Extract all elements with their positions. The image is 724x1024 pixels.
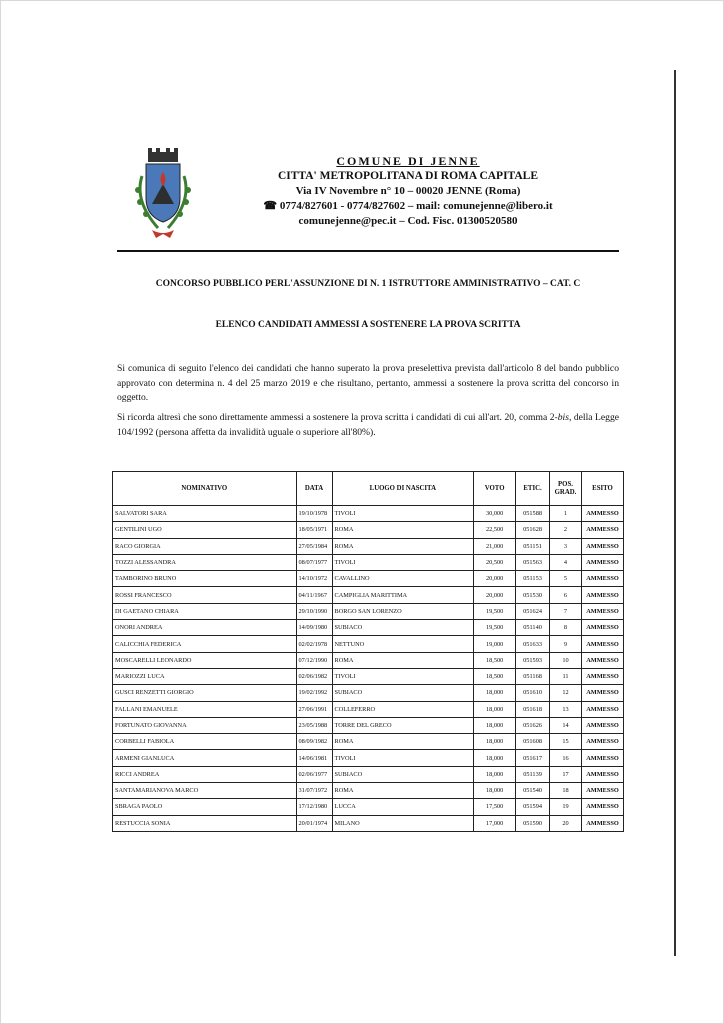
cell-data: 14/10/1972 [296,571,332,587]
table-row [113,799,624,815]
cell-pos: 7 [550,603,582,619]
cell-luogo: ROMA [332,783,474,799]
cell-nominativo: DI GAETANO CHIARA [113,603,297,619]
telephone-icon: ☎ [263,200,280,212]
cell-etic: 051588 [516,506,550,522]
cell-esito: AMMESSO [581,571,623,587]
page-edge-shadow [674,70,676,956]
cell-data: 02/06/1982 [296,668,332,684]
cell-pos: 6 [550,587,582,603]
header-luogo: LUOGO DI NASCITA [332,472,474,506]
header-divider [117,250,619,252]
cell-data: 04/11/1967 [296,587,332,603]
header-etic: ETIC. [516,472,550,506]
cell-voto: 18,500 [474,668,516,684]
cell-pos: 12 [550,685,582,701]
cell-esito: AMMESSO [581,701,623,717]
cell-voto: 20,000 [474,587,516,603]
cell-luogo: ROMA [332,522,474,538]
cell-data: 02/02/1978 [296,636,332,652]
cell-nominativo: MOSCARELLI LEONARDO [113,652,297,668]
cell-voto: 30,000 [474,506,516,522]
cell-etic: 051563 [516,554,550,570]
table-row [113,668,624,684]
cell-voto: 19,500 [474,620,516,636]
cell-esito: AMMESSO [581,652,623,668]
table-row [113,685,624,701]
cell-etic: 051151 [516,538,550,554]
cell-etic: 051626 [516,717,550,733]
cell-nominativo: ONORI ANDREA [113,620,297,636]
cell-luogo: TIVOLI [332,668,474,684]
table-row [113,603,624,619]
cell-data: 07/12/1990 [296,652,332,668]
cell-nominativo: SALVATORI SARA [113,506,297,522]
cell-data: 19/02/1992 [296,685,332,701]
cell-etic: 051168 [516,668,550,684]
citta-metropolitana: CITTA' METROPOLITANA DI ROMA CAPITALE [277,170,539,182]
cell-voto: 17,500 [474,799,516,815]
comune-name: COMUNE DI JENNE [336,154,480,168]
paragraph-intro: Si comunica di seguito l'elenco dei candidati che hanno superato la prova preselettiva prevista dall'articolo 8 del bando pubblico approvato con determina n. 4 del 25 marzo 2019 e che risultano, pertanto, ammessi a sostenere la prova scritta del concorso in oggetto. [117,363,619,403]
cell-luogo: TIVOLI [332,506,474,522]
cell-nominativo: RICCI ANDREA [113,766,297,782]
cell-luogo: TIVOLI [332,554,474,570]
elenco-title: ELENCO CANDIDATI AMMESSI A SOSTENERE LA PROVA SCRITTA [215,320,521,330]
cell-voto: 18,000 [474,685,516,701]
cell-pos: 8 [550,620,582,636]
cell-esito: AMMESSO [581,668,623,684]
cell-data: 18/05/1971 [296,522,332,538]
cell-esito: AMMESSO [581,783,623,799]
paragraph-note [117,411,619,440]
cell-pos: 10 [550,652,582,668]
header-nominativo: NOMINATIVO [113,472,297,506]
cell-etic: 051540 [516,783,550,799]
header-pos: POS. GRAD. [550,472,582,506]
cell-etic: 051617 [516,750,550,766]
cell-luogo: NETTUNO [332,636,474,652]
cell-etic: 051153 [516,571,550,587]
table-row [113,587,624,603]
cell-pos: 11 [550,668,582,684]
concorso-title: CONCORSO PUBBLICO PERL'ASSUNZIONE DI N. 1 ISTRUTTORE AMMINISTRATIVO – CAT. C [155,279,581,289]
cell-nominativo: ROSSI FRANCESCO [113,587,297,603]
table-body [113,506,624,832]
cell-nominativo: MARIOZZI LUCA [113,668,297,684]
cell-nominativo: RESTUCCIA SONIA [113,815,297,831]
cell-esito: AMMESSO [581,717,623,733]
cell-pos: 1 [550,506,582,522]
cell-luogo: SUBIACO [332,620,474,636]
cell-voto: 18,000 [474,701,516,717]
cell-pos: 2 [550,522,582,538]
cell-pos: 19 [550,799,582,815]
cell-voto: 19,000 [474,636,516,652]
paragraph-note-b: , della Legge 104/1992 (persona affetta da invalidità uguale o superiore all'80%). [117,412,619,438]
cell-esito: AMMESSO [581,538,623,554]
cell-esito: AMMESSO [581,506,623,522]
header-voto: VOTO [474,472,516,506]
table-header-row [113,472,624,506]
cell-etic: 051624 [516,603,550,619]
table-row [113,506,624,522]
cell-voto: 18,000 [474,734,516,750]
paragraph-note-a: Si ricorda altresì che sono direttamente ammessi a sostenere la prova scritta i candidati di cui all'art. 20, comma 2- [117,412,558,423]
cell-pos: 14 [550,717,582,733]
cell-etic: 051608 [516,734,550,750]
cell-etic: 051593 [516,652,550,668]
cell-etic: 051610 [516,685,550,701]
cell-voto: 18,000 [474,766,516,782]
cell-etic: 051628 [516,522,550,538]
cell-etic: 051594 [516,799,550,815]
cell-luogo: CAMPIGLIA MARITTIMA [332,587,474,603]
cell-pos: 15 [550,734,582,750]
cell-voto: 18,000 [474,750,516,766]
header-data: DATA [296,472,332,506]
table-row [113,766,624,782]
municipal-crest-icon [128,146,198,242]
cell-data: 31/07/1972 [296,783,332,799]
cell-luogo: MILANO [332,815,474,831]
cell-etic: 051140 [516,620,550,636]
cell-pos: 17 [550,766,582,782]
cell-nominativo: FORTUNATO GIOVANNA [113,717,297,733]
cell-etic: 051618 [516,701,550,717]
cell-pos: 3 [550,538,582,554]
table-row [113,538,624,554]
cell-nominativo: GENTILINI UGO [113,522,297,538]
table-row [113,701,624,717]
cell-esito: AMMESSO [581,685,623,701]
cell-esito: AMMESSO [581,750,623,766]
cell-nominativo: FALLANI EMANUELE [113,701,297,717]
table-row [113,717,624,733]
cell-data: 14/09/1980 [296,620,332,636]
cell-esito: AMMESSO [581,734,623,750]
cell-pos: 16 [550,750,582,766]
cell-voto: 18,000 [474,783,516,799]
cell-data: 20/01/1974 [296,815,332,831]
contact-text: 0774/827601 - 0774/827602 – mail: comunejenne@libero.it [279,200,553,212]
cell-pos: 4 [550,554,582,570]
cell-luogo: ROMA [332,734,474,750]
cell-luogo: CAVALLINO [332,571,474,587]
cell-esito: AMMESSO [581,603,623,619]
cell-voto: 21,000 [474,538,516,554]
cell-data: 27/05/1984 [296,538,332,554]
cell-voto: 17,000 [474,815,516,831]
cell-etic: 051633 [516,636,550,652]
cell-luogo: COLLEFERRO [332,701,474,717]
cell-esito: AMMESSO [581,766,623,782]
table-row [113,554,624,570]
cell-data: 19/10/1978 [296,506,332,522]
table-row [113,522,624,538]
cell-data: 27/06/1991 [296,701,332,717]
cell-pos: 20 [550,815,582,831]
table-row [113,636,624,652]
pec-line: comunejenne@pec.it – Cod. Fisc. 01300520580 [298,215,518,227]
letterhead [228,154,588,229]
cell-nominativo: SANTAMARIANOVA MARCO [113,783,297,799]
cell-etic: 051139 [516,766,550,782]
cell-voto: 20,000 [474,571,516,587]
cell-data: 17/12/1980 [296,799,332,815]
cell-nominativo: CORBELLI FABIOLA [113,734,297,750]
cell-voto: 18,000 [474,717,516,733]
cell-data: 08/07/1977 [296,554,332,570]
cell-esito: AMMESSO [581,815,623,831]
cell-luogo: SUBIACO [332,685,474,701]
cell-nominativo: TOZZI ALESSANDRA [113,554,297,570]
cell-nominativo: CALICCHIA FEDERICA [113,636,297,652]
cell-nominativo: ARMENI GIANLUCA [113,750,297,766]
cell-etic: 051590 [516,815,550,831]
cell-nominativo: RACO GIORGIA [113,538,297,554]
cell-esito: AMMESSO [581,522,623,538]
cell-voto: 22,500 [474,522,516,538]
table-row [113,783,624,799]
cell-voto: 19,500 [474,603,516,619]
cell-data: 02/06/1977 [296,766,332,782]
table-row [113,652,624,668]
cell-pos: 9 [550,636,582,652]
cell-luogo: ROMA [332,538,474,554]
candidates-table [112,471,624,832]
cell-esito: AMMESSO [581,620,623,636]
cell-pos: 18 [550,783,582,799]
cell-esito: AMMESSO [581,554,623,570]
cell-nominativo: SBRAGA PAOLO [113,799,297,815]
cell-voto: 20,500 [474,554,516,570]
cell-data: 08/09/1982 [296,734,332,750]
table-row [113,620,624,636]
table-row [113,750,624,766]
cell-luogo: SUBIACO [332,766,474,782]
cell-luogo: BORGO SAN LORENZO [332,603,474,619]
paragraph-note-bis: bis [557,412,569,423]
cell-esito: AMMESSO [581,799,623,815]
cell-data: 14/06/1981 [296,750,332,766]
contact-line [228,199,588,214]
cell-data: 29/10/1990 [296,603,332,619]
cell-pos: 13 [550,701,582,717]
header-esito: ESITO [581,472,623,506]
cell-esito: AMMESSO [581,636,623,652]
cell-etic: 051530 [516,587,550,603]
cell-esito: AMMESSO [581,587,623,603]
cell-luogo: TIVOLI [332,750,474,766]
address: Via IV Novembre n° 10 – 00020 JENNE (Roma) [295,185,521,197]
cell-pos: 5 [550,571,582,587]
cell-luogo: LUCCA [332,799,474,815]
cell-luogo: TORRE DEL GRECO [332,717,474,733]
cell-nominativo: TAMBORINO BRUNO [113,571,297,587]
table-row [113,815,624,831]
cell-nominativo: GUSCI RENZETTI GIORGIO [113,685,297,701]
table-row [113,734,624,750]
table-row [113,571,624,587]
cell-voto: 18,500 [474,652,516,668]
cell-data: 23/05/1988 [296,717,332,733]
cell-luogo: ROMA [332,652,474,668]
